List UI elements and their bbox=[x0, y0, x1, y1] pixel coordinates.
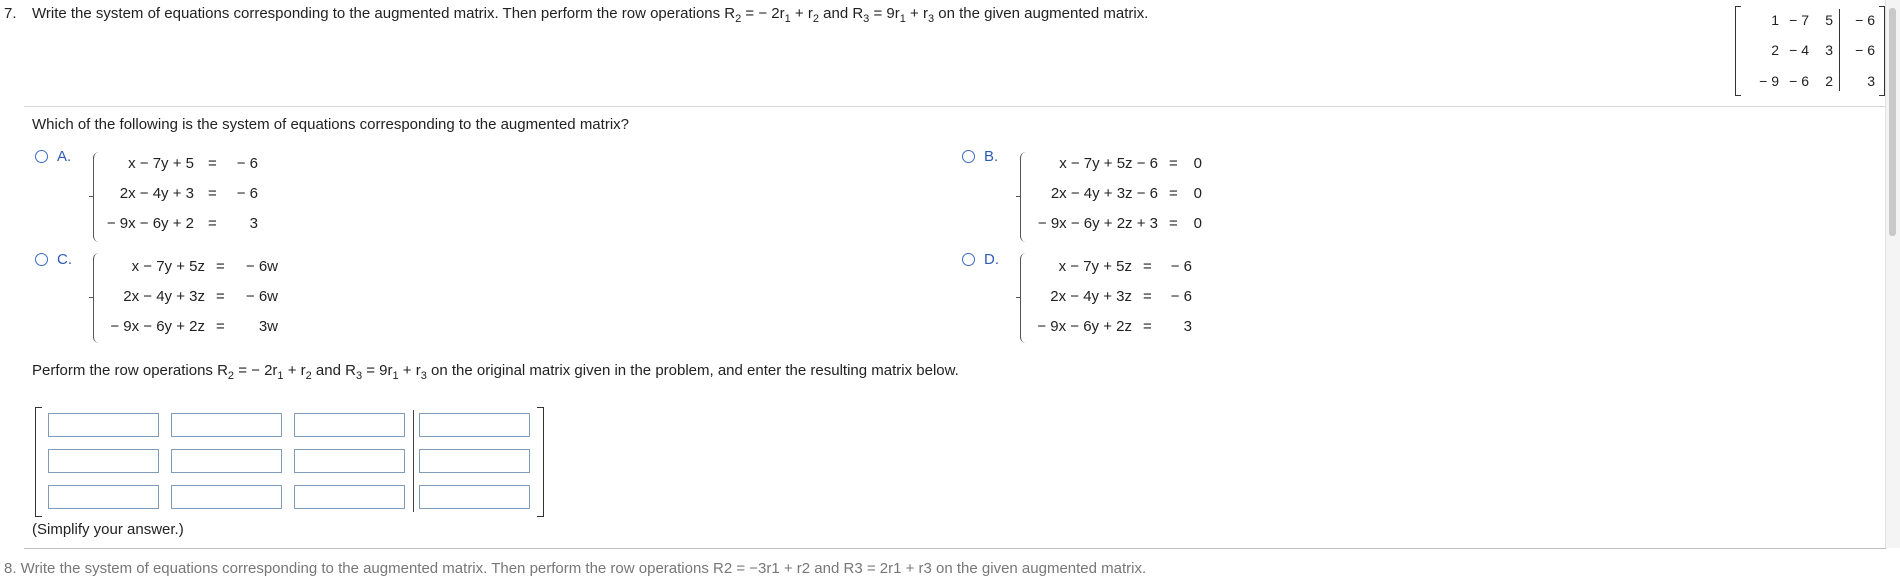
matrix-cell: 1 bbox=[1771, 12, 1779, 28]
option-b-eq: = bbox=[1169, 155, 1178, 172]
question-number: 7. bbox=[4, 5, 17, 22]
option-b-lhs: 2x − 4y + 3z − 6 bbox=[1050, 185, 1158, 202]
part-a-question: Which of the following is the system of equations corresponding to the augmented matrix? bbox=[32, 116, 629, 133]
answer-cell-r3c1[interactable] bbox=[48, 485, 159, 509]
option-c-radio[interactable] bbox=[35, 253, 48, 266]
option-a-radio[interactable] bbox=[35, 150, 48, 163]
answer-cell-r1c4[interactable] bbox=[419, 413, 530, 437]
option-b-eq: = bbox=[1169, 185, 1178, 202]
option-a-eq: = bbox=[208, 155, 217, 172]
scrollbar-thumb[interactable] bbox=[1889, 8, 1896, 236]
option-d-eq: = bbox=[1143, 258, 1152, 275]
answer-cell-r1c1[interactable] bbox=[48, 413, 159, 437]
option-b-rhs: 0 bbox=[1193, 185, 1202, 202]
option-b-rhs: 0 bbox=[1193, 155, 1202, 172]
answer-cell-r1c3[interactable] bbox=[294, 413, 405, 437]
option-d-rhs: − 6 bbox=[1170, 258, 1192, 275]
option-b-radio[interactable] bbox=[962, 150, 975, 163]
matrix-cell: 3 bbox=[1825, 42, 1833, 58]
matrix-cell: 2 bbox=[1771, 42, 1779, 58]
answer-cell-r1c2[interactable] bbox=[171, 413, 282, 437]
option-c-letter[interactable]: C. bbox=[57, 251, 72, 268]
option-a-eq: = bbox=[208, 185, 217, 202]
option-c-lhs: − 9x − 6y + 2z bbox=[110, 318, 205, 335]
matrix-cell: − 9 bbox=[1759, 73, 1779, 89]
next-question-preview: 8. Write the system of equations corresponding to the augmented matrix. Then perform the row operations R2 = −3r1 + r2 and R3 = 2r1 + r3 on the given augmented matrix. bbox=[4, 560, 1147, 577]
option-d-rhs: − 6 bbox=[1170, 288, 1192, 305]
matrix-cell: 2 bbox=[1825, 73, 1833, 89]
augment-divider bbox=[1839, 9, 1840, 91]
option-d-radio[interactable] bbox=[962, 253, 975, 266]
question-prompt: Write the system of equations corresponding to the augmented matrix. Then perform the row operations $R_2$ = − $2r_1 + r_2$ and $R_3 = 9r_1 + r_3$ on the given augmented matrix. bbox=[32, 5, 1149, 25]
matrix-cell: − 6 bbox=[1789, 73, 1809, 89]
answer-cell-r2c2[interactable] bbox=[171, 449, 282, 473]
option-a-brace-tip bbox=[89, 196, 93, 197]
option-c-eq: = bbox=[216, 318, 225, 335]
matrix-cell: − 4 bbox=[1789, 42, 1809, 58]
option-d-eq: = bbox=[1143, 288, 1152, 305]
option-b-rhs: 0 bbox=[1193, 215, 1202, 232]
option-d-lhs: 2x − 4y + 3z bbox=[1050, 288, 1132, 305]
option-a-lhs: x − 7y + 5 bbox=[128, 155, 194, 172]
part-b-instruction: Perform the row operations $R_2$ = − $2r_1 + r_2$ and $R_3 = 9r_1 + r_3$ on the original matrix given in the problem, and enter the resulting matrix below. bbox=[32, 362, 959, 382]
option-d-eq: = bbox=[1143, 318, 1152, 335]
option-b-lhs: − 9x − 6y + 2z + 3 bbox=[1037, 215, 1158, 232]
option-a-lhs: − 9x − 6y + 2 bbox=[106, 215, 194, 232]
option-a-lhs: 2x − 4y + 3 bbox=[119, 185, 194, 202]
option-b-brace-tip bbox=[1016, 196, 1020, 197]
option-d-brace-tip bbox=[1016, 297, 1020, 298]
option-c-eq: = bbox=[216, 288, 225, 305]
option-c-rhs: 3w bbox=[258, 318, 278, 335]
question-divider bbox=[24, 548, 1886, 549]
answer-cell-r3c2[interactable] bbox=[171, 485, 282, 509]
answer-matrix-right-bracket bbox=[537, 407, 544, 517]
matrix-cell: 3 bbox=[1867, 73, 1875, 89]
answer-cell-r2c4[interactable] bbox=[419, 449, 530, 473]
option-a-brace bbox=[93, 152, 99, 242]
answer-cell-r3c3[interactable] bbox=[294, 485, 405, 509]
answer-cell-r2c1[interactable] bbox=[48, 449, 159, 473]
option-d-letter[interactable]: D. bbox=[984, 251, 999, 268]
answer-augment-divider bbox=[413, 410, 414, 512]
simplify-hint: (Simplify your answer.) bbox=[32, 521, 184, 538]
option-a-rhs: 3 bbox=[249, 215, 258, 232]
matrix-left-bracket bbox=[1735, 6, 1741, 96]
option-c-eq: = bbox=[216, 258, 225, 275]
option-c-rhs: − 6w bbox=[245, 288, 278, 305]
option-d-rhs: 3 bbox=[1183, 318, 1192, 335]
option-c-lhs: 2x − 4y + 3z bbox=[123, 288, 205, 305]
matrix-cell: − 7 bbox=[1789, 12, 1809, 28]
answer-cell-r2c3[interactable] bbox=[294, 449, 405, 473]
option-a-letter[interactable]: A. bbox=[57, 148, 72, 165]
option-c-brace bbox=[93, 253, 99, 343]
answer-cell-r3c4[interactable] bbox=[419, 485, 530, 509]
matrix-cell: − 6 bbox=[1855, 42, 1875, 58]
option-d-lhs: − 9x − 6y + 2z bbox=[1037, 318, 1132, 335]
answer-matrix-left-bracket bbox=[35, 407, 42, 517]
option-b-letter[interactable]: B. bbox=[984, 148, 999, 165]
given-augmented-matrix bbox=[1735, 6, 1885, 96]
option-c-lhs: x − 7y + 5z bbox=[131, 258, 205, 275]
matrix-cell: − 6 bbox=[1855, 12, 1875, 28]
matrix-cell: 5 bbox=[1825, 12, 1833, 28]
section-divider bbox=[24, 106, 1886, 107]
option-c-rhs: − 6w bbox=[245, 258, 278, 275]
option-b-eq: = bbox=[1169, 215, 1178, 232]
option-a-eq: = bbox=[208, 215, 217, 232]
option-d-lhs: x − 7y + 5z bbox=[1058, 258, 1132, 275]
option-a-rhs: − 6 bbox=[236, 185, 258, 202]
vertical-scrollbar[interactable] bbox=[1885, 0, 1900, 548]
option-b-lhs: x − 7y + 5z − 6 bbox=[1059, 155, 1158, 172]
option-a-rhs: − 6 bbox=[236, 155, 258, 172]
option-c-brace-tip bbox=[89, 297, 93, 298]
